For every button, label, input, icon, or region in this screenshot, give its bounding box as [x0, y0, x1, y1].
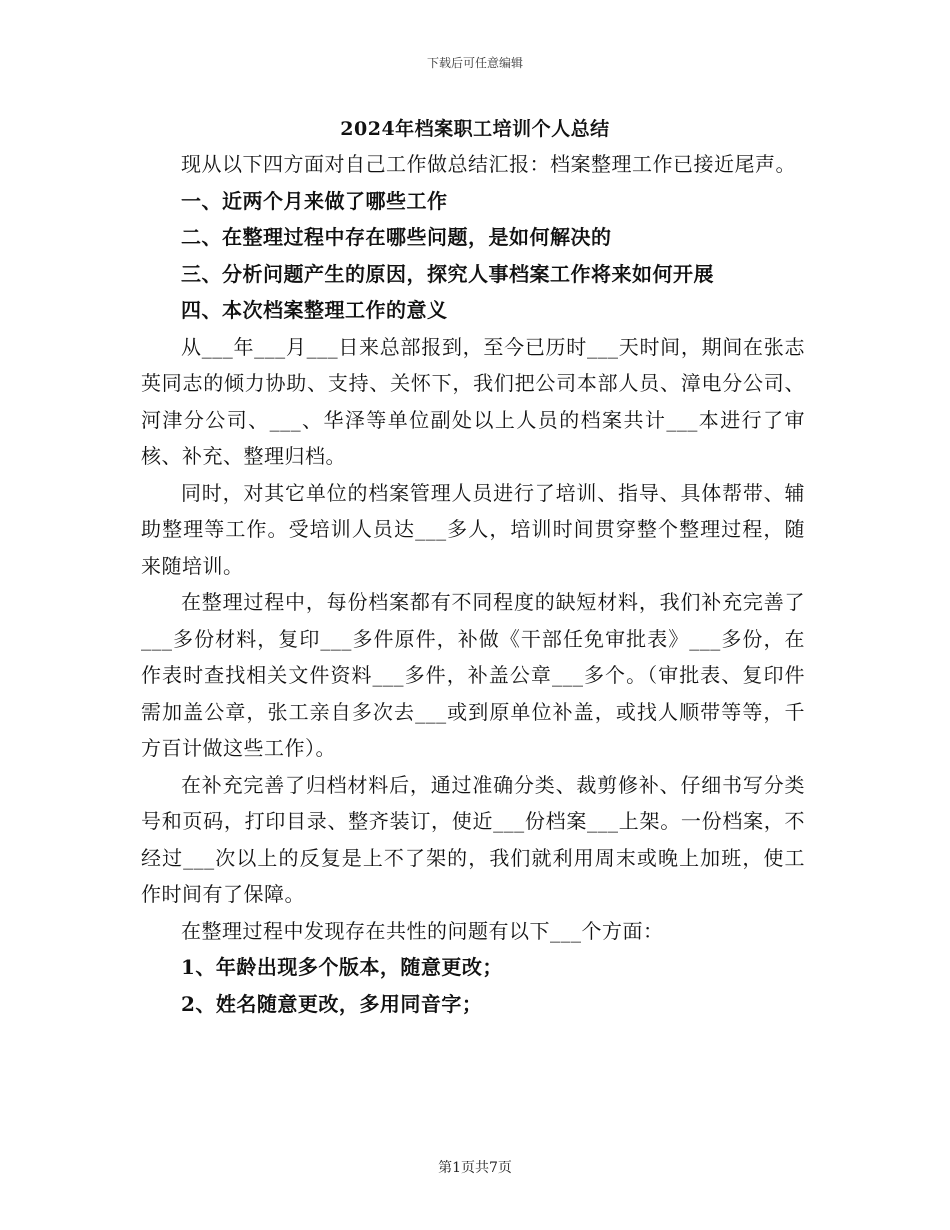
intro-paragraph: 现从以下四方面对自己工作做总结汇报：档案整理工作已接近尾声。 [181, 152, 796, 176]
body-paragraph: 同时，对其它单位的档案管理人员进行了培训、指导、具体帮带、辅助整理等工作。受培训人员达___多人，培训时间贯穿整个整理过程，随来随培训。 [141, 480, 805, 578]
section-heading-3: 三、分析问题产生的原因，探究人事档案工作将来如何开展 [181, 261, 714, 286]
body-paragraph: 在整理过程中，每份档案都有不同程度的缺短材料，我们补充完善了___多份材料，复印___多件原件，补做《干部任免审批表》___多份，在作表时查找相关文件资料___多件，补盖公章___多个。（审批表、复印件需加盖公章，张工亲自多次去___或到原单位补盖，或找人顺带等等，千方百计做这些工作）。 [141, 590, 805, 760]
body-paragraph: 在整理过程中发现存在共性的问题有以下___个方面： [181, 918, 664, 943]
list-item-2: 2、姓名随意更改，多用同音字； [181, 991, 483, 1016]
document-body [141, 146, 805, 1022]
section-heading-2: 二、在整理过程中存在哪些问题，是如何解决的 [181, 225, 612, 249]
document-title: 2024年档案职工培训个人总结 [340, 118, 610, 140]
list-item-1: 1、年龄出现多个版本，随意更改； [181, 955, 503, 979]
page-header: 下载后可任意编辑 [426, 56, 523, 70]
body-paragraph: 从___年___月___日来总部报到，至今已历时___天时间，期间在张志英同志的倾力协助、支持、关怀下，我们把公司本部人员、漳电分公司、河津分公司、___、华泽等单位副处以上人员的档案共计___本进行了审核、补充、整理归档。 [141, 334, 805, 468]
section-heading-1: 一、近两个月来做了哪些工作 [181, 188, 448, 213]
page-footer: 第1页共7页 [438, 1160, 512, 1176]
body-paragraph: 在补充完善了归档材料后，通过准确分类、裁剪修补、仔细书写分类号和页码，打印目录、整齐装订，使近___份档案___上架。一份档案，不经过___次以上的反复是上不了架的，我们就利用周末或晚上加班，使工作时间有了保障。 [141, 772, 805, 906]
section-heading-4: 四、本次档案整理工作的意义 [181, 298, 448, 322]
